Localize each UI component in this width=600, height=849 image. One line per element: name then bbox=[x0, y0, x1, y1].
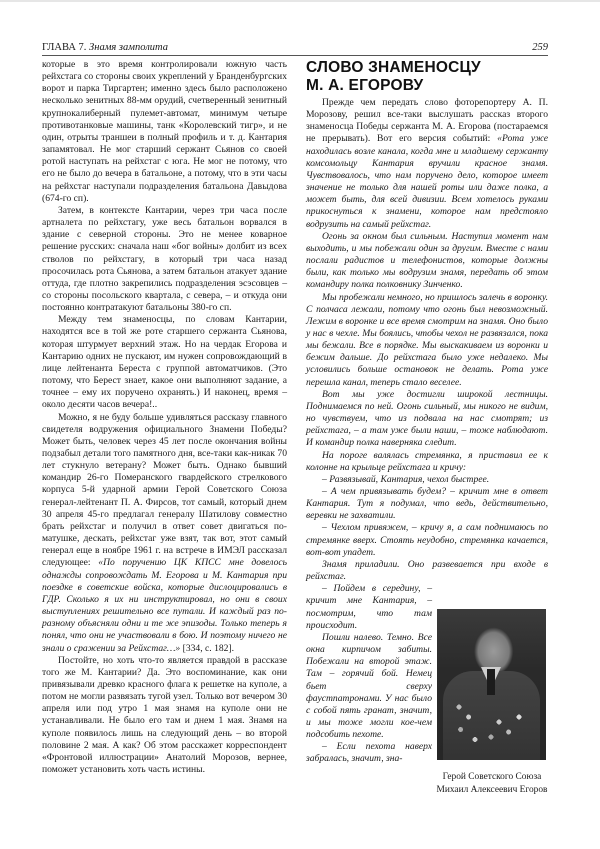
photo-caption bbox=[430, 771, 554, 796]
article-title-line-2: М. А. ЕГОРОВУ bbox=[306, 77, 424, 94]
left-column bbox=[42, 59, 287, 776]
quote-paragraph: – Чехлом привяжем, – кричу я, а сам поднимаюсь по стремянке вверх. Стоять неудобно, стремянка качается, вот-вот упадет. bbox=[306, 522, 548, 558]
quote-paragraph: Знамя приладили. Оно развевается при входе в рейхстаг. bbox=[306, 558, 548, 583]
running-head bbox=[42, 41, 548, 56]
narrow-text-beside-photo bbox=[306, 583, 432, 765]
chapter-label: ГЛАВА 7. bbox=[42, 42, 87, 53]
paragraph-text: Можно, я не буду больше удивляться рассказу главного свидетеля водружения официального Знамени Победы? Может быть, человек через 45 лет после окончания войны подзабыл детали того памятного дня, все-таки как-никак 70 лет стукнуло ветерану? Может быть. Однако бывший командир 26-го Померанского гвардейского стрелкового корпуса 5-й ударной армии Герой Советского Союза генерал-лейтенант П. А. Фирсов, тот самый, который днем 30 апреля 45-го предлагал генералу Шатилову совместно брать рейхстаг и получил в ответ совет двигаться по-матушке, дескать, рейхстаг уже взят, так вот, этот самый генерал еще в ноябре 1961 г. на встрече в ИМЭЛ рассказал следующее: bbox=[42, 411, 287, 569]
quote-paragraph: Мы пробежали немного, но пришлось залечь в воронку. С полчаса лежали, потому что огонь был невозможный. Лежим в воронке и все время смотрим на знамя. Оно было у нас в чехле. Мы боялись, чтобы чехол не развязался, пока мы бежали. Все в порядке. Мы выскакиваем из воронки и бежим дальше. До рейхстага было уже недалеко. Мы условились больше остановок не делать. Рота уже перешла канал, теперь стало веселее. bbox=[306, 291, 548, 388]
chapter-heading bbox=[42, 42, 168, 54]
page-number: 259 bbox=[532, 42, 548, 53]
article-title-line-1: СЛОВО ЗНАМЕНОСЦУ bbox=[306, 59, 481, 76]
quote-paragraph: – Если пехота наверх забралась, значит, зна- bbox=[306, 741, 432, 765]
quote-paragraph: – А чем привязывать будем? – кричит мне в ответ Кантария. Тут я подумал, что ведь, действительно, веревки не захватили. bbox=[306, 486, 548, 522]
quote-paragraph: Вот мы уже достигли широкой лестницы. Поднимаемся по ней. Огонь сильный, мы никого не видим, но чувствуем, что из подвала на нас смотрят; из рейхстага, – а там уже были наши, – тоже наблюдают. И командир полка наверняка следит. bbox=[306, 388, 548, 449]
portrait-photo bbox=[437, 609, 546, 760]
top-band bbox=[0, 0, 600, 2]
citation: [334, с. 182]. bbox=[180, 642, 235, 654]
chapter-title: Знамя замполита bbox=[89, 42, 168, 53]
photo-medals-shape bbox=[451, 697, 531, 747]
photo-caption-line-1: Герой Советского Союза bbox=[442, 772, 542, 782]
quote-paragraph: Огонь за окном был сильным. Наступил момент нам выходить, и мы побежали один за другим. Вместе с нами послали радистов и телефонистов, которые должны были, как только мы водрузим знамя, передать об этом командиру полка полковнику Зинченко. bbox=[306, 230, 548, 291]
quote-paragraph: На пороге валялась стремянка, я приставил ее к колонне на крыльце рейхстага и кричу: bbox=[306, 449, 548, 473]
photo-tie-shape bbox=[487, 669, 495, 695]
quote-paragraph: – Пойдем в середину, – кричит мне Кантария, – посмотрим, что там происходит. bbox=[306, 583, 432, 631]
paragraph: которые в это время контролировали южную часть рейхстага со стороны своих укреплений у Бранденбургских ворот и парка Тиргартен; именно здесь было расположено несколько зенитных 88-мм орудий, счетверенный зенитный крупнокалиберный пулемет-автомат, минимум четыре противотанковые машины, танк «Королевский тигр», и не один, отрыты траншеи в полный профиль и т. д. Кантария запамятовал. Не мог старший сержант Сьянов со своей ротой наступать на рейхстаг с юга. Не мог не потому, что его не было до вечера в батальоне, а потому, что в эти часы на рейхстаг наступали подразделения батальона Давыдова (674-го сп). bbox=[42, 59, 287, 204]
intro-text: Прежде чем передать слово фоторепортеру А. П. Морозову, решил все-таки выслушать рассказ второго знаменосца Победы сержанта М. А. Егорова (постараемся не прерывать). Вот его версия событий: bbox=[306, 97, 548, 145]
paragraph: Между тем знаменосцы, по словам Кантарии, находятся все в той же роте старшего сержанта Сьянова, которая штурмует верхний этаж. Но на чердак Егорова и Кантарию одних не пускают, им нужен сопровождающий в лице лейтенанта Береста с группой автоматчиков. (Это потому, что Берест знает, какое они выполняют задание, а точнее – ему их поручено охранять.) И наконец, время – около десяти часов вечера!.. bbox=[42, 314, 287, 411]
paragraph-with-quote bbox=[42, 412, 287, 655]
quote-paragraph: – Развязывай, Кантария, чехол быстрее. bbox=[322, 473, 490, 485]
intro-paragraph bbox=[306, 97, 548, 231]
quote-paragraph: Пошли налево. Темно. Все окна кирпичом забиты. Побежали на второй этаж. Там – горячий бой. Немец бьет сверху фаустпатронами. У нас было с собой пять гранат, значит, и мы тоже могли кое-чем подсобить пехоте. bbox=[306, 631, 432, 741]
article-title bbox=[306, 59, 548, 95]
paragraph: Затем, в контексте Кантарии, через три часа после артналета по рейхстагу, уже весь батальон ворвался в здание с северной стороны. Это не менее коварное решение русских: сначала наш «бог войны» долбит из всех стволов по рейхстагу, в который три часа назад просочилась рота Сьянова, а затем батальон атакует здание оттуда, где плотно закрепились подразделения эсэсовцев – со стороны посольского квартала, с севера, – и откуда они постоянно контратакуют батальоны 380-го сп. bbox=[42, 204, 287, 314]
egorov-quote-start: «Рота уже находилась возле канала, когда мне и младшему сержанту комсомольцу Кантария вручили красное знамя. Чувствовалось, что нам поручено дело, которое имеет значение не только для нашей роты или даже полка, а может быть, для всей дивизии. Всем хотелось руками прикоснуться к знамени, которое нам предстояло водрузить на самый рейхстаг. bbox=[306, 133, 548, 230]
photo-caption-line-2: Михаил Алексеевич Егоров bbox=[436, 784, 548, 795]
firsov-quote: «По поручению ЦК КПСС мне довелось однажды сопровождать М. Егорова и М. Кантария при поездке в советские войска, которые дислоцировались в ГДР. Сколько я их ни инструктировал, но они в своих выступлениях решительно все путали. И каждый раз по-разному объясняли одни и те же эпизоды. Только теперь я понял, что они не участвовали в бою. И поэтому ничего не знали о сражении за Рейхстаг…» bbox=[42, 557, 287, 654]
paragraph: Постойте, но хоть что-то является правдой в рассказе того же М. Кантарии? Да. Это воспоминание, как они привязывали древко красного флага к решетке на куполе, а потом не могли развязать тугой узел. Только вот вечером 30 апреля или под утро 1 мая знамя на куполе они не устанавливали. Не было его там и днем 1 мая. Знамя на куполе появилось лишь на следующий день – во второй половине 2 мая. А как? Об этом расскажет корреспондент «Фронтовой иллюстрации» Анатолий Морозов, вернее, поможет установить хоть часть истины. bbox=[42, 654, 287, 776]
